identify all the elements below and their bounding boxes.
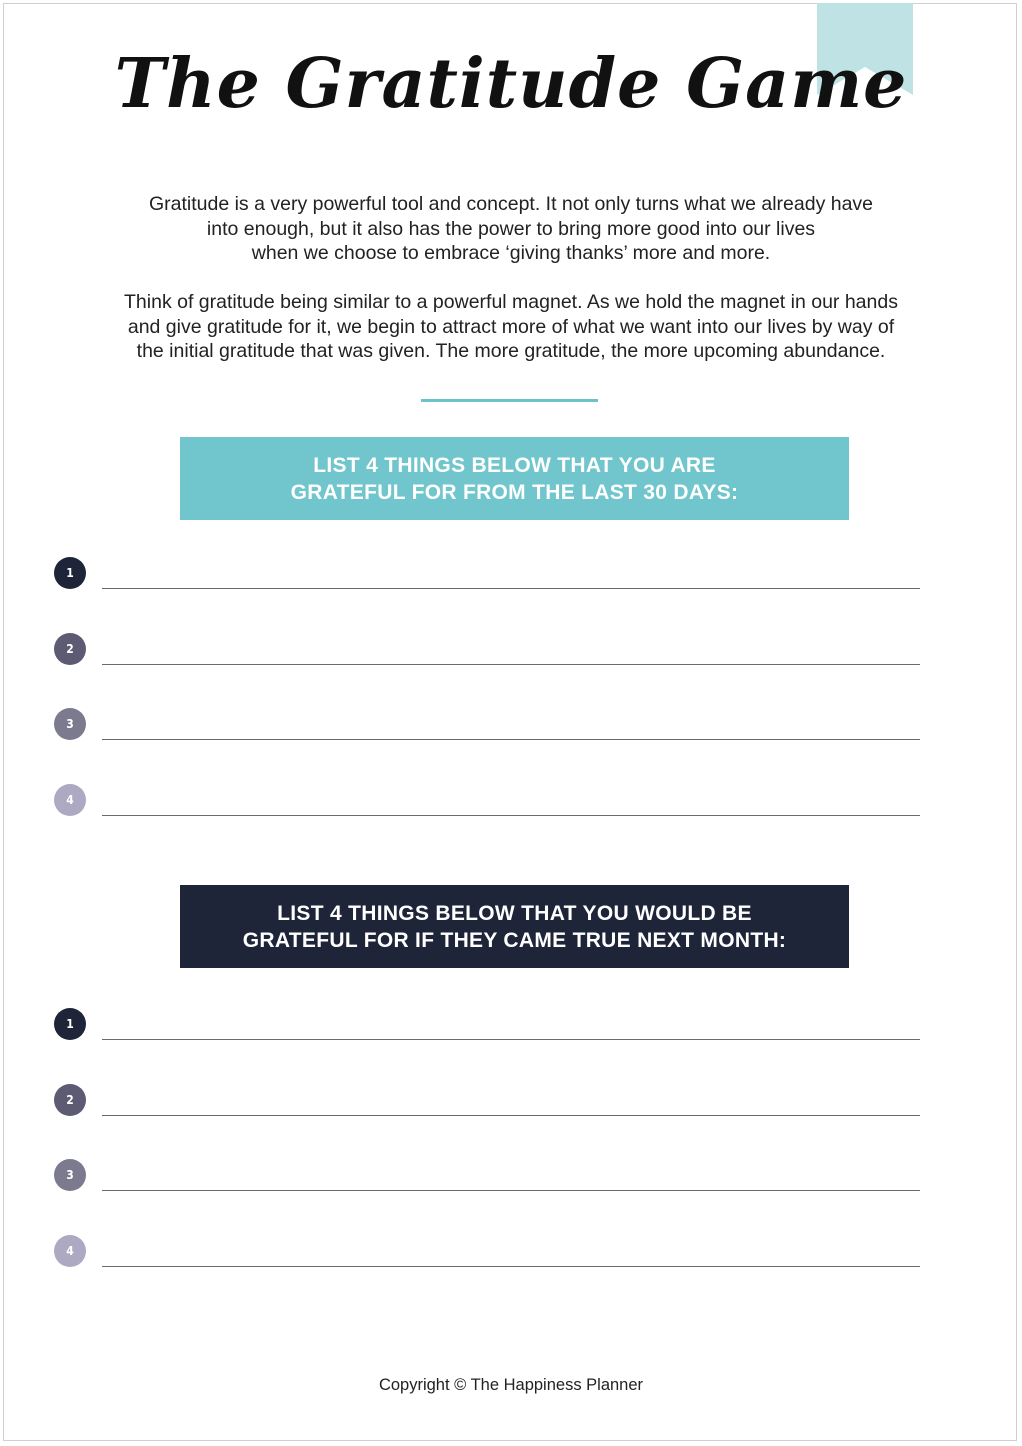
section-2-list-item[interactable] bbox=[54, 1084, 920, 1118]
section-2-list-item[interactable] bbox=[54, 1235, 920, 1269]
copyright-footer: Copyright © The Happiness Planner bbox=[378, 1376, 644, 1394]
section-2-list-item[interactable] bbox=[54, 1159, 920, 1193]
section-1-list-item[interactable] bbox=[54, 708, 920, 742]
number-badge: 2 bbox=[54, 633, 86, 665]
section-2-list-item[interactable] bbox=[54, 1008, 920, 1042]
write-in-line bbox=[102, 815, 920, 816]
section-divider bbox=[421, 399, 598, 402]
number-badge: 4 bbox=[54, 784, 86, 816]
number-badge: 3 bbox=[54, 1159, 86, 1191]
intro-paragraph-2: Think of gratitude being similar to a powerful magnet. As we hold the magnet in our hands and give gratitude for it, we begin to attract more of what we want into our lives by way of the initial gratitude that was given. The more gratitude, the more upcoming abundance. bbox=[124, 291, 898, 362]
section-1-list-item[interactable] bbox=[54, 633, 920, 667]
section-1-list-item[interactable] bbox=[54, 784, 920, 818]
write-in-line bbox=[102, 1266, 920, 1267]
write-in-line bbox=[102, 1039, 920, 1040]
intro-paragraph-1: Gratitude is a very powerful tool and concept. It not only turns what we already have into enough, but it also has the power to bring more good into our lives when we choose to embrace ‘giving thanks’ more and more. bbox=[148, 193, 874, 264]
page-title: The Gratitude Game bbox=[114, 44, 908, 124]
write-in-line bbox=[102, 1190, 920, 1191]
section-2-heading: LIST 4 THINGS BELOW THAT YOU WOULD BE GRATEFUL FOR IF THEY CAME TRUE NEXT MONTH: bbox=[180, 885, 849, 968]
write-in-line bbox=[102, 739, 920, 740]
section-1-heading: LIST 4 THINGS BELOW THAT YOU ARE GRATEFUL FOR FROM THE LAST 30 DAYS: bbox=[180, 437, 849, 520]
number-badge: 4 bbox=[54, 1235, 86, 1267]
number-badge: 1 bbox=[54, 557, 86, 589]
write-in-line bbox=[102, 1115, 920, 1116]
write-in-line bbox=[102, 664, 920, 665]
number-badge: 2 bbox=[54, 1084, 86, 1116]
number-badge: 3 bbox=[54, 708, 86, 740]
section-1-list-item[interactable] bbox=[54, 557, 920, 591]
number-badge: 1 bbox=[54, 1008, 86, 1040]
write-in-line bbox=[102, 588, 920, 589]
